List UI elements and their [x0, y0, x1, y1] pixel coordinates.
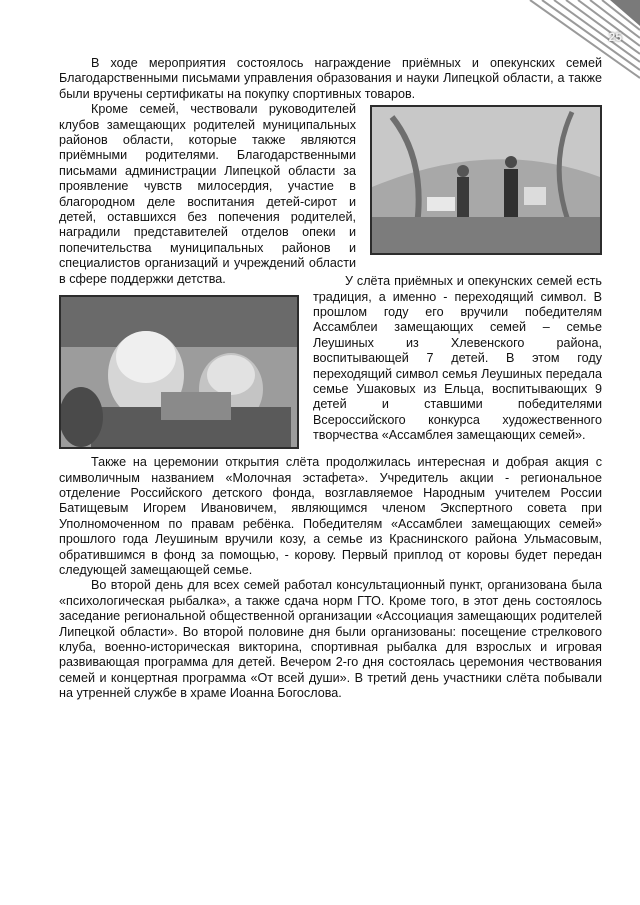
article-body — [59, 56, 602, 702]
paragraph-second-day: Во второй день для всех семей работал консультационный пункт, организована была «психологическая рыбалка», а также сдача норм ГТО. Кроме того, в этот день состоялось заседание региональной общественной организации «Ассоциация замещающих родителей Липецкой области». Во второй половине дня были организованы: посещение стрелкового клуба, военно-историческая викторина, спортивная рыбалка для взрослых и игровая развивающая программа для детей. Вечером 2-го дня состоялась церемония чествования семей и концертная программа «От всей души». В третий день участники слёта побывали на утренней службе в храме Иоанна Богослова. — [59, 578, 602, 701]
photo-audience-image — [61, 297, 297, 447]
photo-ceremony-stage-image — [372, 107, 600, 253]
photo-ceremony-stage — [370, 105, 602, 255]
paragraph-club-leaders: Кроме семей, чествовали руководителей клубов замещающих родителей муниципальных районов области, которые также являются приёмными родителями. Благодарственными письмами администрации Липецкой области за проявление чувств милосердия, участие в благородном деле воспитания детей-сирот и детей, оставшихся без попечения родителей, наградили представителей отделов опеки и попечительства муниципальных районов и специалистов организаций и учреждений области в сфере поддержки детства. — [59, 102, 356, 286]
page-number: 25 — [608, 30, 622, 44]
paragraph-transfer-symbol: У слёта приёмных и опекунских семей есть традиция, а именно - переходящий символ. В прошлом году его вручили победителям Ассамблеи замещающих семей – семье Леушиных из Хлевенского района, воспитывающей 7 детей. В этом году переходящий символ семья Леушиных передала семье Ушаковых из Ельца, воспитывающих 9 детей и ставшими победителями Всероссийского конкурса художественного творчества «Ассамблея замещающих семей». — [313, 274, 602, 443]
paragraph-awards: В ходе мероприятия состоялось награждение приёмных и опекунских семей Благодарственными письмами управления образования и науки Липецкой области, а также были вручены сертификаты на покупку спортивных товаров. — [59, 56, 602, 101]
photo-audience — [59, 295, 299, 449]
paragraph-milk-relay: Также на церемонии открытия слёта продолжилась интересная и добрая акция с символичным названием «Молочная эстафета». Учредитель акции - региональное отделение Российского детского фонда, возглавляемое Народным учителем России Батищевым Игорем Ивановичем, являющимся членом Экспертного совета при Уполномоченном по правам ребёнка. Победителям «Ассамблеи замещающих семей» прошлого года Леушиным вручили козу, а семье из Краснинского района Ульмасовым, обратившимся в фонд за помощью, - корову. Первый приплод от коровы будет передан следующей замещающей семье. — [59, 455, 602, 577]
